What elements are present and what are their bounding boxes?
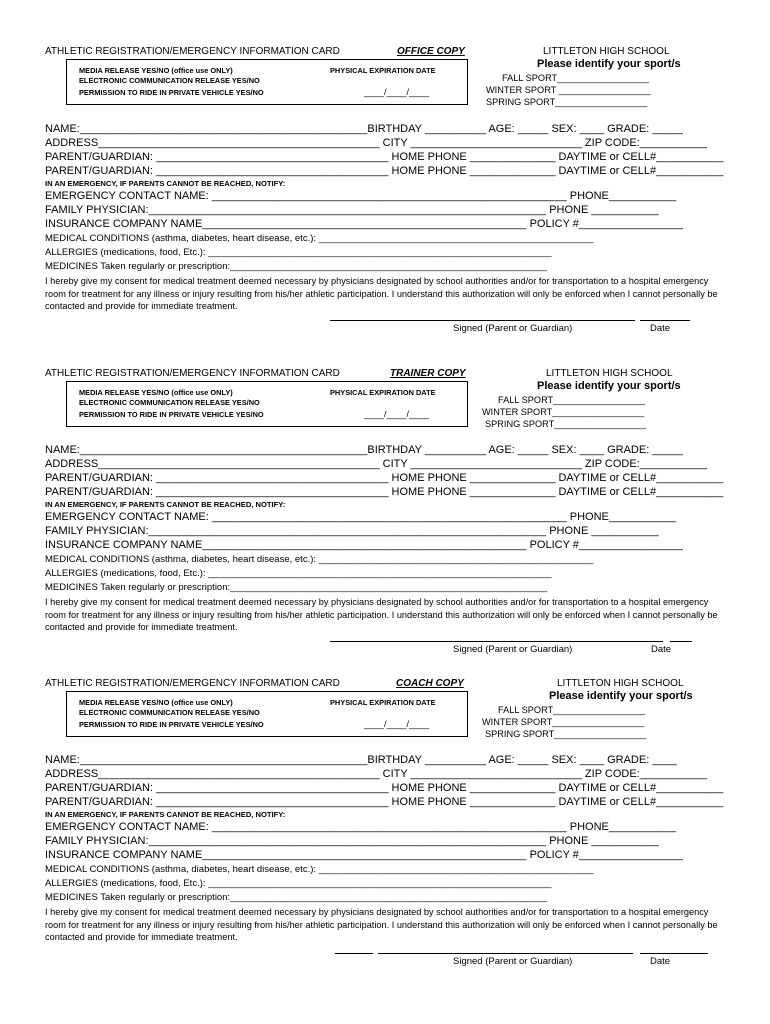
- family-physician-row[interactable]: FAMILY PHYSICIAN:_________________________________________________________________ PHONE ___________: [45, 204, 659, 216]
- parent-guardian-row-2[interactable]: PARENT/GUARDIAN: ______________________________________ HOME PHONE ______________ DAYTIME or CELL#___________: [45, 165, 724, 177]
- medical-conditions-row[interactable]: MEDICAL CONDITIONS (asthma, diabetes, heart disease, etc.): ____________________________________________________: [45, 233, 594, 244]
- office-use-box: [66, 59, 468, 105]
- medicines-row[interactable]: MEDICINES Taken regularly or prescription:____________________________________________________________: [45, 582, 548, 593]
- office-use-box: [66, 691, 468, 737]
- family-physician-row[interactable]: FAMILY PHYSICIAN:_________________________________________________________________ PHONE ___________: [45, 525, 659, 537]
- office-use-box: [66, 381, 468, 427]
- electronic-communication-release-line[interactable]: ELECTRONIC COMMUNICATION RELEASE YES/NO: [79, 708, 260, 717]
- date-label: Date: [651, 644, 672, 655]
- medical-conditions-row[interactable]: MEDICAL CONDITIONS (asthma, diabetes, heart disease, etc.): ____________________________________________________: [45, 554, 594, 565]
- fall-sport-field[interactable]: FALL SPORT__________________: [502, 73, 650, 83]
- spring-sport-field[interactable]: SPRING SPORT__________________: [485, 729, 647, 739]
- media-release-line[interactable]: MEDIA RELEASE YES/NO (office use ONLY): [79, 66, 233, 75]
- consent-statement: I hereby give my consent for medical treatment deemed necessary by physicians designated by school authorities and/or for transportation to a hospital emergency room for treatment for any illness or injury resulting from his/her athletic participation. I understand this authorization will only be enforced when I cannot personally be contacted and provide for immediate treatment.: [45, 907, 718, 942]
- card-title: ATHLETIC REGISTRATION/EMERGENCY INFORMATION CARD: [45, 678, 340, 689]
- media-release-line[interactable]: MEDIA RELEASE YES/NO (office use ONLY): [79, 698, 233, 707]
- date-label: Date: [650, 956, 671, 967]
- emergency-notify-heading: IN AN EMERGENCY, IF PARENTS CANNOT BE REACHED, NOTIFY:: [45, 179, 286, 188]
- card-title: ATHLETIC REGISTRATION/EMERGENCY INFORMATION CARD: [45, 46, 340, 57]
- address-row[interactable]: ADDRESS______________________________________________ CITY ____________________________ ZIP CODE:___________: [45, 137, 708, 149]
- fall-sport-field[interactable]: FALL SPORT__________________: [498, 395, 646, 405]
- medicines-row[interactable]: MEDICINES Taken regularly or prescription:____________________________________________________________: [45, 892, 548, 903]
- copy-label: OFFICE COPY: [397, 46, 465, 57]
- insurance-row[interactable]: INSURANCE COMPANY NAME_____________________________________________________ POLICY #_________________: [45, 539, 683, 551]
- physical-expiration-label: PHYSICAL EXPIRATION DATE: [330, 388, 436, 397]
- consent-statement: I hereby give my consent for medical treatment deemed necessary by physicians designated by school authorities and/or for transportation to a hospital emergency room for treatment for any illness or injury resulting from his/her athletic participation. I understand this authorization will only be enforced when I cannot personally be contacted and provide for immediate treatment.: [45, 597, 718, 632]
- date-label: Date: [650, 323, 671, 334]
- address-row[interactable]: ADDRESS______________________________________________ CITY ____________________________ ZIP CODE:___________: [45, 768, 708, 780]
- signature-label: Signed (Parent or Guardian): [453, 956, 573, 967]
- emergency-notify-heading: IN AN EMERGENCY, IF PARENTS CANNOT BE REACHED, NOTIFY:: [45, 500, 286, 509]
- medical-conditions-row[interactable]: MEDICAL CONDITIONS (asthma, diabetes, heart disease, etc.): ____________________________________________________: [45, 864, 594, 875]
- insurance-row[interactable]: INSURANCE COMPANY NAME_____________________________________________________ POLICY #_________________: [45, 218, 683, 230]
- emergency-notify-heading: IN AN EMERGENCY, IF PARENTS CANNOT BE REACHED, NOTIFY:: [45, 810, 286, 819]
- private-vehicle-permission-line[interactable]: PERMISSION TO RIDE IN PRIVATE VEHICLE YES/NO: [79, 720, 264, 729]
- address-row[interactable]: ADDRESS______________________________________________ CITY ____________________________ ZIP CODE:___________: [45, 458, 708, 470]
- identify-sports-heading: Please identify your sport/s: [537, 58, 681, 70]
- copy-label: TRAINER COPY: [390, 368, 466, 379]
- consent-statement: I hereby give my consent for medical treatment deemed necessary by physicians designated by school authorities and/or for transportation to a hospital emergency room for treatment for any illness or injury resulting from his/her athletic participation. I understand this authorization will only be enforced when I cannot personally be contacted and provide for immediate treatment.: [45, 276, 718, 311]
- date-line[interactable]: [640, 953, 708, 954]
- school-name: LITTLETON HIGH SCHOOL: [557, 678, 684, 689]
- private-vehicle-permission-line[interactable]: PERMISSION TO RIDE IN PRIVATE VEHICLE YES/NO: [79, 88, 264, 97]
- physical-expiration-date-field[interactable]: ____/____/____: [364, 719, 430, 729]
- signature-label: Signed (Parent or Guardian): [453, 323, 573, 334]
- insurance-row[interactable]: INSURANCE COMPANY NAME_____________________________________________________ POLICY #_________________: [45, 849, 683, 861]
- name-birthday-row[interactable]: NAME:_______________________________________________BIRTHDAY __________ AGE: _____ SEX: ____ GRADE: ____: [45, 754, 677, 766]
- emergency-contact-row[interactable]: EMERGENCY CONTACT NAME: __________________________________________________________ PHONE___________: [45, 821, 677, 833]
- allergies-row[interactable]: ALLERGIES (medications, food, Etc.): _________________________________________________________________: [45, 247, 552, 258]
- winter-sport-field[interactable]: WINTER SPORT __________________: [486, 85, 651, 95]
- card-title: ATHLETIC REGISTRATION/EMERGENCY INFORMATION CARD: [45, 368, 340, 379]
- copy-label: COACH COPY: [396, 678, 464, 689]
- signature-line[interactable]: [378, 953, 633, 954]
- medicines-row[interactable]: MEDICINES Taken regularly or prescription:____________________________________________________________: [45, 261, 548, 272]
- date-line[interactable]: [640, 320, 690, 321]
- parent-guardian-row-1[interactable]: PARENT/GUARDIAN: ______________________________________ HOME PHONE ______________ DAYTIME or CELL#___________: [45, 151, 724, 163]
- parent-guardian-row-2[interactable]: PARENT/GUARDIAN: ______________________________________ HOME PHONE ______________ DAYTIME or CELL#___________: [45, 486, 724, 498]
- physical-expiration-date-field[interactable]: ____/____/____: [364, 409, 430, 419]
- school-name: LITTLETON HIGH SCHOOL: [546, 368, 673, 379]
- physical-expiration-label: PHYSICAL EXPIRATION DATE: [330, 698, 436, 707]
- physical-expiration-date-field[interactable]: ____/____/____: [364, 87, 430, 97]
- parent-guardian-row-1[interactable]: PARENT/GUARDIAN: ______________________________________ HOME PHONE ______________ DAYTIME or CELL#___________: [45, 472, 724, 484]
- identify-sports-heading: Please identify your sport/s: [537, 380, 681, 392]
- allergies-row[interactable]: ALLERGIES (medications, food, Etc.): _________________________________________________________________: [45, 878, 552, 889]
- name-birthday-row[interactable]: NAME:_______________________________________________BIRTHDAY __________ AGE: _____ SEX: ____ GRADE: _____: [45, 444, 683, 456]
- electronic-communication-release-line[interactable]: ELECTRONIC COMMUNICATION RELEASE YES/NO: [79, 76, 260, 85]
- media-release-line[interactable]: MEDIA RELEASE YES/NO (office use ONLY): [79, 388, 233, 397]
- school-name: LITTLETON HIGH SCHOOL: [543, 46, 670, 57]
- family-physician-row[interactable]: FAMILY PHYSICIAN:_________________________________________________________________ PHONE ___________: [45, 835, 659, 847]
- allergies-row[interactable]: ALLERGIES (medications, food, Etc.): _________________________________________________________________: [45, 568, 552, 579]
- spring-sport-field[interactable]: SPRING SPORT__________________: [486, 97, 648, 107]
- signature-prefix-line[interactable]: [335, 953, 373, 954]
- emergency-contact-row[interactable]: EMERGENCY CONTACT NAME: __________________________________________________________ PHONE___________: [45, 511, 677, 523]
- physical-expiration-label: PHYSICAL EXPIRATION DATE: [330, 66, 436, 75]
- fall-sport-field[interactable]: FALL SPORT__________________: [498, 705, 646, 715]
- card-coach-copy: [0, 632, 770, 967]
- emergency-contact-row[interactable]: EMERGENCY CONTACT NAME: __________________________________________________________ PHONE___________: [45, 190, 677, 202]
- spring-sport-field[interactable]: SPRING SPORT__________________: [485, 419, 647, 429]
- card-trainer-copy: [0, 322, 770, 655]
- identify-sports-heading: Please identify your sport/s: [549, 690, 693, 702]
- card-office-copy: [0, 0, 770, 334]
- signature-line[interactable]: [330, 320, 635, 321]
- winter-sport-field[interactable]: WINTER SPORT__________________: [482, 717, 645, 727]
- signature-label: Signed (Parent or Guardian): [453, 644, 573, 655]
- winter-sport-field[interactable]: WINTER SPORT__________________: [482, 407, 645, 417]
- private-vehicle-permission-line[interactable]: PERMISSION TO RIDE IN PRIVATE VEHICLE YES/NO: [79, 410, 264, 419]
- parent-guardian-row-2[interactable]: PARENT/GUARDIAN: ______________________________________ HOME PHONE ______________ DAYTIME or CELL#___________: [45, 796, 724, 808]
- electronic-communication-release-line[interactable]: ELECTRONIC COMMUNICATION RELEASE YES/NO: [79, 398, 260, 407]
- name-birthday-row[interactable]: NAME:_______________________________________________BIRTHDAY __________ AGE: _____ SEX: ____ GRADE: _____: [45, 123, 683, 135]
- parent-guardian-row-1[interactable]: PARENT/GUARDIAN: ______________________________________ HOME PHONE ______________ DAYTIME or CELL#___________: [45, 782, 724, 794]
